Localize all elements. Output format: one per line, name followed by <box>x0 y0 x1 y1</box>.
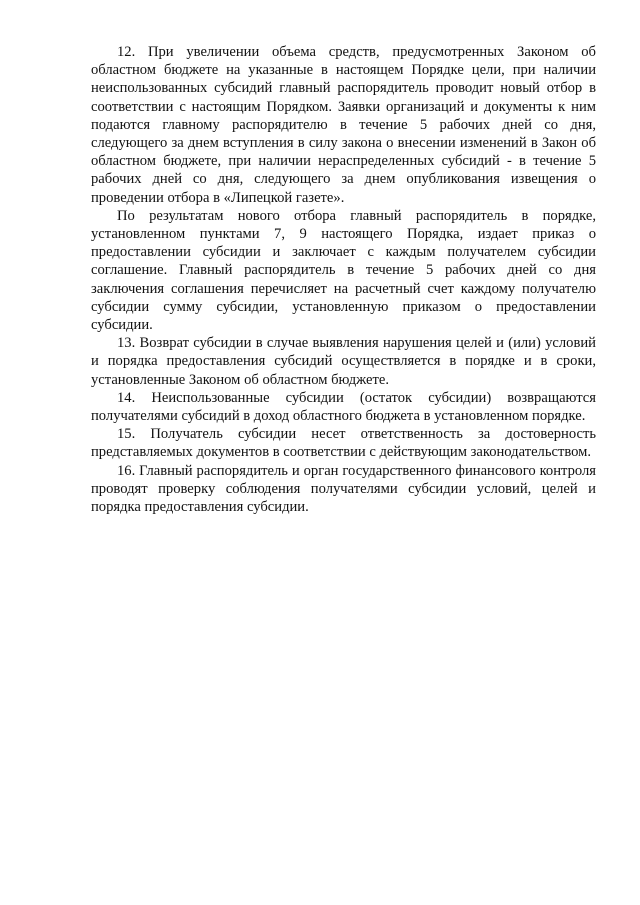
document-body <box>91 43 596 516</box>
paragraph-16: 16. Главный распорядитель и орган государственного финансового контроля проводят проверку соблюдения получателями субсидии условий, целей и порядка предоставления субсидии. <box>91 462 596 516</box>
paragraph-new-selection: По результатам нового отбора главный распорядитель в порядке, установленном пунктами 7, 9 настоящего Порядка, издает приказ о предоставлении субсидии и заключает с каждым получателем субсидии соглашение. Главный распорядитель в течение 5 рабочих дней со дня заключения соглашения перечисляет на расчетный счет каждому получателю субсидии сумму субсидии, установленную приказом о предоставлении субсидии. <box>91 207 596 334</box>
paragraph-14: 14. Неиспользованные субсидии (остаток субсидии) возвращаются получателями субсидий в доход областного бюджета в установленном порядке. <box>91 389 596 425</box>
paragraph-12: 12. При увеличении объема средств, предусмотренных Законом об областном бюджете на указанные в настоящем Порядке цели, при наличии неиспользованных субсидий главный распорядитель проводит новый отбор в соответствии с настоящим Порядком. Заявки организаций и документы к ним подаются главному распорядителю в течение 5 рабочих дней со дня, следующего за днем вступления в силу закона о внесении изменений в Закон об областном бюджете, при наличии нераспределенных субсидий - в течение 5 рабочих дней со дня, следующего за днем опубликования извещения о проведении отбора в «Липецкой газете». <box>91 44 596 206</box>
paragraph-13: 13. Возврат субсидии в случае выявления нарушения целей и (или) условий и порядка предоставления субсидий осуществляется в порядке и в сроки, установленные Законом об областном бюджете. <box>91 335 596 388</box>
paragraph-15: 15. Получатель субсидии несет ответственность за достоверность представляемых документов в соответствии с действующим законодательством. <box>91 426 596 461</box>
